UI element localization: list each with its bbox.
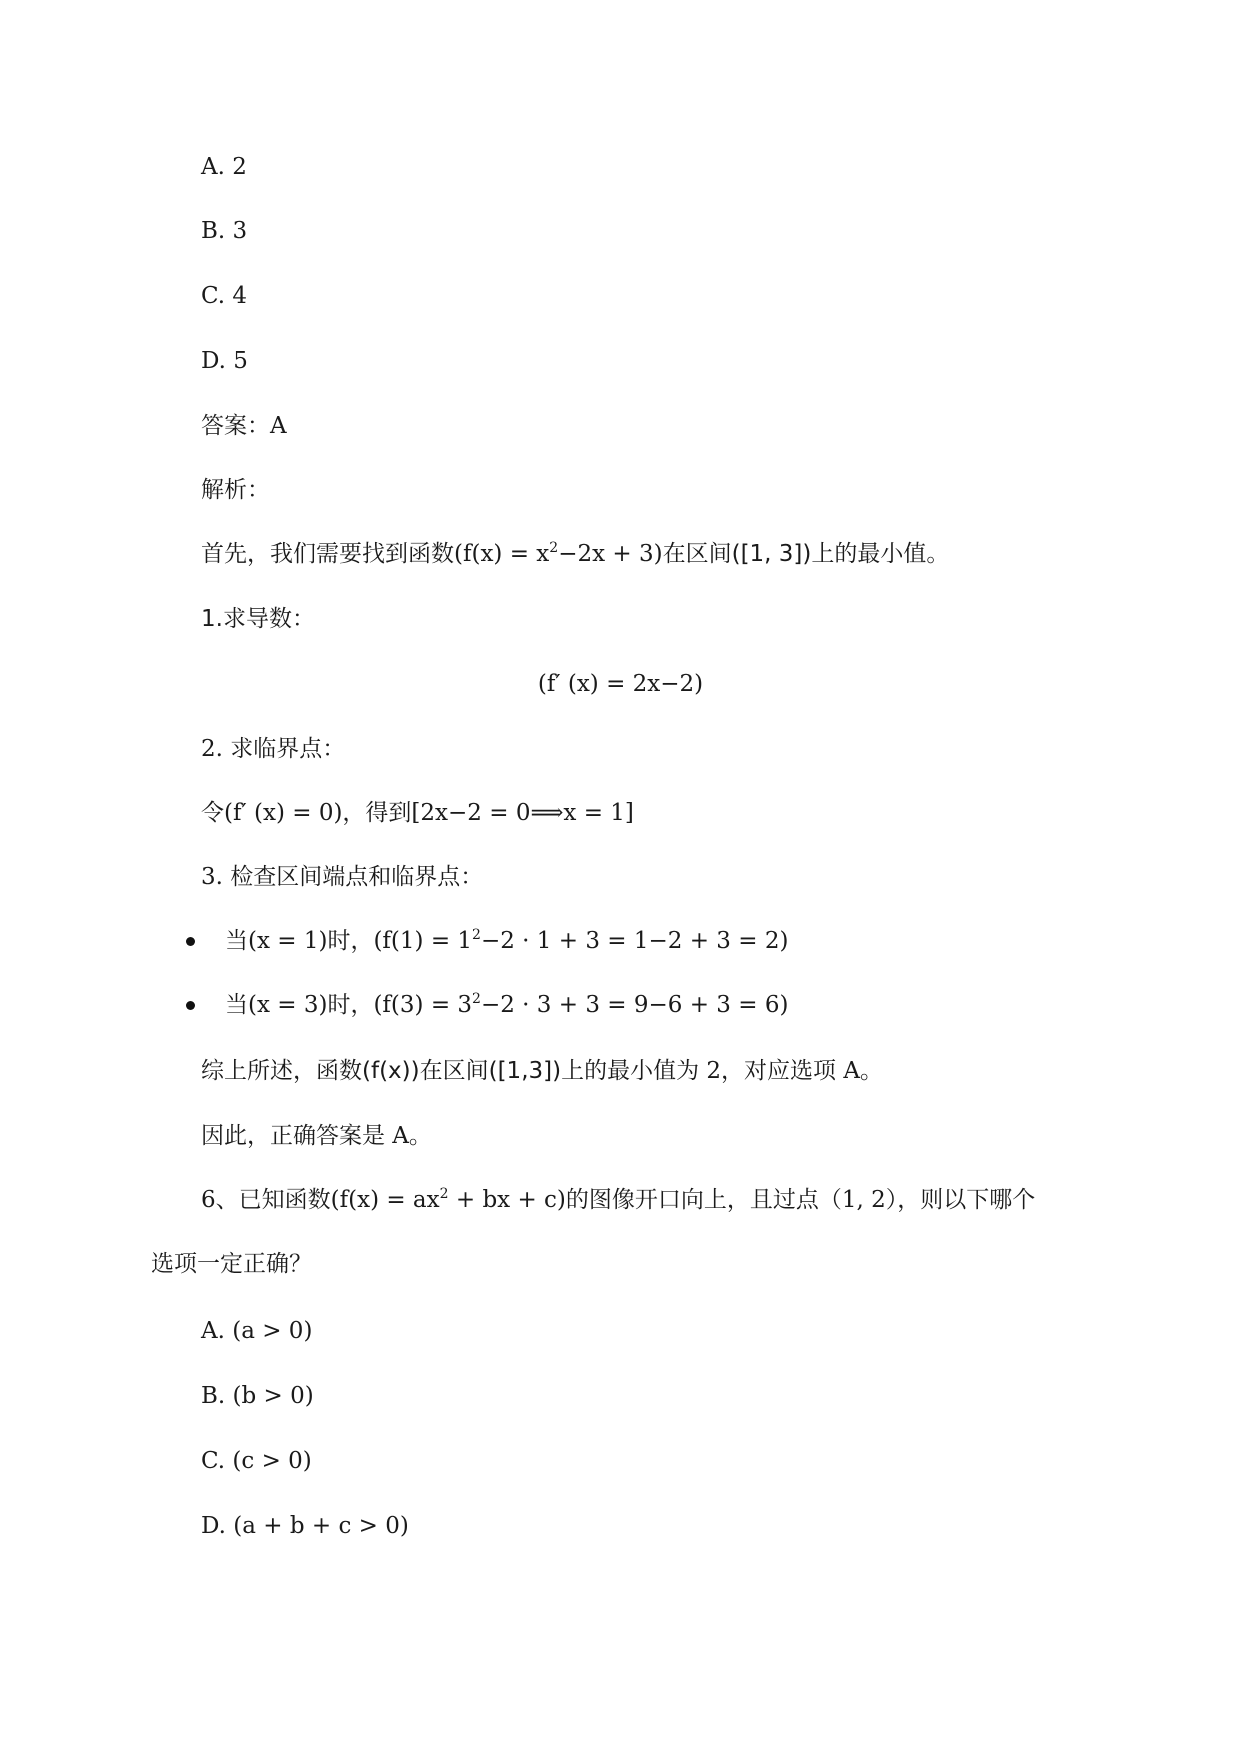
bullet-2-text-c: −2 · 3 + 3 = 9−6 + 3 = 6) — [480, 992, 789, 1018]
q6-superscript: 2 — [439, 1186, 449, 1202]
summary-interval: ([1,3]) — [488, 1058, 562, 1084]
analysis-heading: 解析： — [201, 477, 270, 503]
bullet-1-superscript: 2 — [472, 927, 481, 943]
q6-option-d: D. (a + b + c > 0) — [201, 1513, 409, 1539]
step-1-label: 1.求导数： — [201, 606, 315, 632]
derivative-formula: (f′ (x) = 2x−2) — [537, 671, 704, 697]
bullet-item-x1 — [225, 926, 788, 956]
option-b: B. 3 — [201, 218, 248, 244]
bullet-item-x3 — [225, 990, 788, 1020]
intro-line — [201, 539, 949, 569]
q6-option-a: A. (a > 0) — [201, 1318, 313, 1344]
q6-option-c: C. (c > 0) — [201, 1448, 312, 1474]
step-1-heading — [201, 604, 315, 634]
q6-option-b: B. (b > 0) — [201, 1383, 314, 1409]
summary-text-a: 综上所述，函数 — [201, 1058, 362, 1084]
bullet-1-text-c: −2 · 1 + 3 = 1−2 + 3 = 2) — [480, 928, 789, 954]
step-2-heading: 2. 求临界点： — [201, 736, 346, 762]
answer-line: 答案：A — [201, 413, 287, 439]
intro-interval: ([1, 3]) — [731, 541, 812, 567]
intro-text-c: −2x + 3)在区间 — [558, 541, 732, 567]
summary-text-c: 在区间 — [419, 1058, 489, 1084]
summary-line — [201, 1056, 883, 1086]
bullet-1-text-a: 当(x = 1)时，(f(1) = 1 — [225, 928, 473, 954]
option-d: D. 5 — [201, 348, 248, 374]
intro-text-e: 上的最小值。 — [811, 541, 950, 567]
option-a: A. 2 — [201, 154, 247, 180]
intro-superscript: 2 — [549, 540, 559, 556]
step-3-heading: 3. 检查区间端点和临界点： — [201, 864, 484, 890]
question-6-line-2: 选项一定正确？ — [151, 1251, 312, 1277]
bullet-dot — [186, 1001, 195, 1010]
bullet-2-text-a: 当(x = 3)时，(f(3) = 3 — [225, 992, 473, 1018]
bullet-dot — [186, 937, 195, 946]
summary-text-e: 上的最小值为 2，对应选项 A。 — [561, 1058, 883, 1084]
critical-point-line: 令(f′ (x) = 0)，得到[2x−2 = 0⟹x = 1] — [201, 800, 634, 826]
question-6-line-1 — [201, 1185, 1035, 1215]
summary-function: (f(x)) — [362, 1058, 420, 1084]
bullet-2-superscript: 2 — [472, 991, 481, 1007]
q6-text-a: 6、已知函数(f(x) = ax — [201, 1187, 440, 1213]
q6-text-c: + bx + c)的图像开口向上，且过点（1, 2），则以下哪个 — [448, 1187, 1036, 1213]
intro-text-a: 首先，我们需要找到函数(f(x) = x — [201, 541, 550, 567]
conclusion-line: 因此，正确答案是 A。 — [201, 1123, 432, 1149]
option-c: C. 4 — [201, 283, 248, 309]
